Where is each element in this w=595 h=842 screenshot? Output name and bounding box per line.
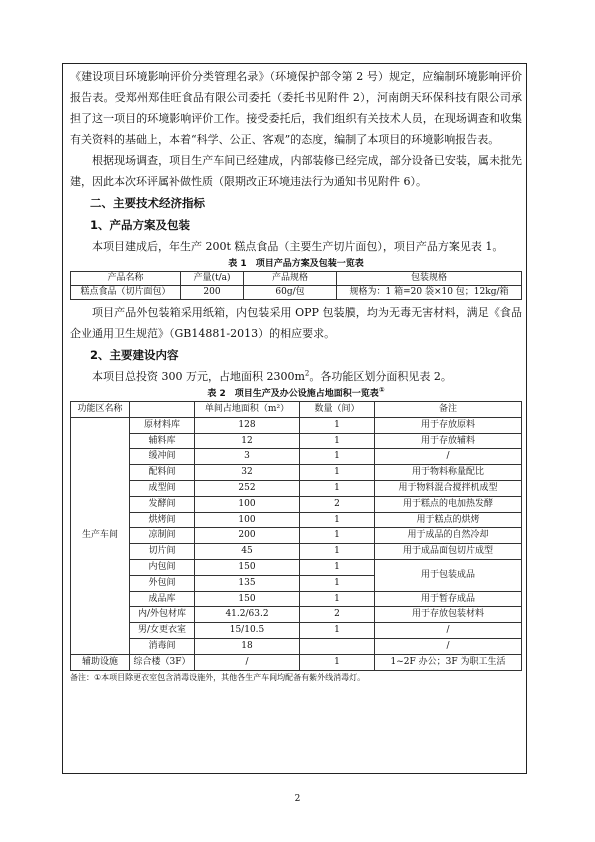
- table2-caption: [70, 387, 522, 401]
- table-cell: 外包间: [130, 575, 195, 591]
- table-cell: /: [375, 623, 522, 639]
- investment-text-end: 。各功能区划分面积见表 2。: [309, 370, 452, 383]
- table-header: 功能区名称: [71, 402, 130, 418]
- table-row: [71, 496, 522, 512]
- table-cell: 150: [195, 559, 300, 575]
- table-cell: 100: [195, 512, 300, 528]
- table-cell: 1: [300, 528, 375, 544]
- table-cell: 45: [195, 544, 300, 560]
- table-row: [71, 623, 522, 639]
- table-row: [71, 465, 522, 481]
- table-cell: 1: [300, 480, 375, 496]
- table-cell: 成型间: [130, 480, 195, 496]
- table2-caption-text: 表 2 项目生产及办公设施占地面积一览表: [207, 389, 379, 399]
- table-cell: 135: [195, 575, 300, 591]
- table-cell: /: [375, 449, 522, 465]
- table-cell: [300, 638, 375, 654]
- intro-paragraph-1: 《建设项目环境影响评价分类管理名录》（环境保护部令第 2 号）规定，应编制环境影响评价报告表。受郑州郑佳旺食品有限公司委托（委托书见附件 2），河南朗天环保科技有限公司承担了这一项目的环境影响评价工作。接受委托后，我们组织有关技术人员，在现场调查和收集有关资料的基础上，本着“科学、公正、客观”的态度，编制了本项目的环境影响报告表。: [70, 70, 522, 146]
- table-cell: 1: [300, 623, 375, 639]
- table-header: 产品名称: [71, 272, 181, 286]
- table-cell: 辅料库: [130, 433, 195, 449]
- page-number: 2: [294, 794, 301, 804]
- table-header-spacer: [130, 402, 195, 418]
- table-cell: 用于包装成品: [375, 559, 522, 591]
- investment-text: 本项目总投资 300 万元，占地面积 2300m: [92, 370, 305, 383]
- table2-footnote: 备注：①本项目除更衣室包含消毒设施外，其他各生产车间均配备有紫外线消毒灯。: [70, 672, 366, 682]
- investment-paragraph: [70, 366, 522, 387]
- table-header-row: [71, 402, 522, 418]
- document-body: [70, 66, 522, 684]
- table-cell: 2: [300, 607, 375, 623]
- table-cell: 配料间: [130, 465, 195, 481]
- table-cell: 用于成品面包切片成型: [375, 544, 522, 560]
- table-header: 产量(t/a): [181, 272, 244, 286]
- subsection-heading-1: 1、产品方案及包装: [90, 218, 191, 232]
- table-cell: 用于物料称量配比: [375, 465, 522, 481]
- table-cell: 用于糕点的电加热发酵: [375, 496, 522, 512]
- table-row: [71, 607, 522, 623]
- table-cell: 烘烤间: [130, 512, 195, 528]
- table-cell: /: [195, 654, 300, 670]
- facility-table: [70, 401, 522, 671]
- table-cell: 糕点食品（切片面包）: [71, 286, 181, 300]
- group-label-production: 生产车间: [71, 417, 130, 654]
- table-row: [71, 654, 522, 670]
- facility-rows: [71, 417, 522, 654]
- table-header: 产品规格: [244, 272, 337, 286]
- table-header: 备注: [375, 402, 522, 418]
- table-cell: 41.2/63.2: [195, 607, 300, 623]
- table-header-row: [71, 272, 522, 286]
- table-cell: 1: [300, 417, 375, 433]
- table-cell: 1: [300, 654, 375, 670]
- table-cell: 用于物料混合搅拌机成型: [375, 480, 522, 496]
- table-cell: 综合楼（3F）: [130, 654, 195, 670]
- table-cell: 男/女更衣室: [130, 623, 195, 639]
- table-cell: 用于糕点的烘烤: [375, 512, 522, 528]
- table-header: 包装规格: [337, 272, 522, 286]
- table-header: 数量（间）: [300, 402, 375, 418]
- table-row: [71, 449, 522, 465]
- caption-footnote-mark: ①: [378, 386, 385, 394]
- table-cell: 切片间: [130, 544, 195, 560]
- table-cell: 消毒间: [130, 638, 195, 654]
- packaging-paragraph: 项目产品外包装箱采用纸箱，内包装采用 OPP 包装膜，均为无毒无害材料，满足《食品企业通用卫生规范》（GB14881-2013）的相应要求。: [70, 306, 522, 340]
- table-header: 单间占地面积（m²）: [195, 402, 300, 418]
- table-cell: 规格为：1 箱=20 袋×10 包；12kg/箱: [337, 286, 522, 300]
- table-cell: 1: [300, 512, 375, 528]
- table-cell: 用于存放包装材料: [375, 607, 522, 623]
- table-cell: 1: [300, 591, 375, 607]
- table-row: [71, 480, 522, 496]
- table-cell: /: [375, 638, 522, 654]
- table-cell: 32: [195, 465, 300, 481]
- table-row: [71, 512, 522, 528]
- table-cell: 用于存放原料: [375, 417, 522, 433]
- table-cell: 缓冲间: [130, 449, 195, 465]
- table-row: [71, 417, 522, 433]
- table-row: [71, 528, 522, 544]
- table-cell: 128: [195, 417, 300, 433]
- table-row: [71, 286, 522, 300]
- table-cell: 凉制间: [130, 528, 195, 544]
- table-cell: 用于暂存成品: [375, 591, 522, 607]
- table-cell: 1: [300, 433, 375, 449]
- table-cell: 18: [195, 638, 300, 654]
- table-row: [71, 433, 522, 449]
- table-row: [71, 638, 522, 654]
- table1-caption: 表 1 项目产品方案及包装一览表: [228, 259, 364, 269]
- table-cell: 1~2F 办公；3F 为职工生活: [375, 654, 522, 670]
- table-cell: 1: [300, 575, 375, 591]
- table-cell: 成品库: [130, 591, 195, 607]
- subsection-heading-2: 2、主要建设内容: [90, 348, 179, 362]
- table-cell: 15/10.5: [195, 623, 300, 639]
- table-cell: 1: [300, 559, 375, 575]
- area-unit-superscript: 2: [304, 369, 310, 378]
- table-cell: 100: [195, 496, 300, 512]
- table-cell: 252: [195, 480, 300, 496]
- table-cell: 2: [300, 496, 375, 512]
- table-cell: 1: [300, 465, 375, 481]
- table-cell: 1: [300, 544, 375, 560]
- table-cell: 3: [195, 449, 300, 465]
- table-cell: 60g/包: [244, 286, 337, 300]
- table-row: [71, 544, 522, 560]
- table-row: [71, 591, 522, 607]
- table-cell: 原材料库: [130, 417, 195, 433]
- product-table: [70, 271, 522, 300]
- group-label-aux: 辅助设施: [71, 654, 130, 670]
- table-cell: 200: [195, 528, 300, 544]
- table-cell: 用于存放辅料: [375, 433, 522, 449]
- table-cell: 12: [195, 433, 300, 449]
- table-cell: 内包间: [130, 559, 195, 575]
- table-cell: 200: [181, 286, 244, 300]
- table-cell: 1: [300, 449, 375, 465]
- table-cell: 发酵间: [130, 496, 195, 512]
- intro-paragraph-2: 根据现场调查，项目生产车间已经建成，内部装修已经完成，部分设备已安装，属未批先建，因此本次环评属补做性质（限期改正环境违法行为通知书见附件 6）。: [70, 154, 522, 188]
- table-cell: 用于成品的自然冷却: [375, 528, 522, 544]
- table-cell: 150: [195, 591, 300, 607]
- table-cell: 内/外包材库: [130, 607, 195, 623]
- table-row: [71, 559, 522, 575]
- section-heading: 二、主要技术经济指标: [90, 196, 205, 210]
- product-paragraph: 本项目建成后，年生产 200t 糕点食品（主要生产切片面包），项目产品方案见表 1。: [92, 240, 504, 253]
